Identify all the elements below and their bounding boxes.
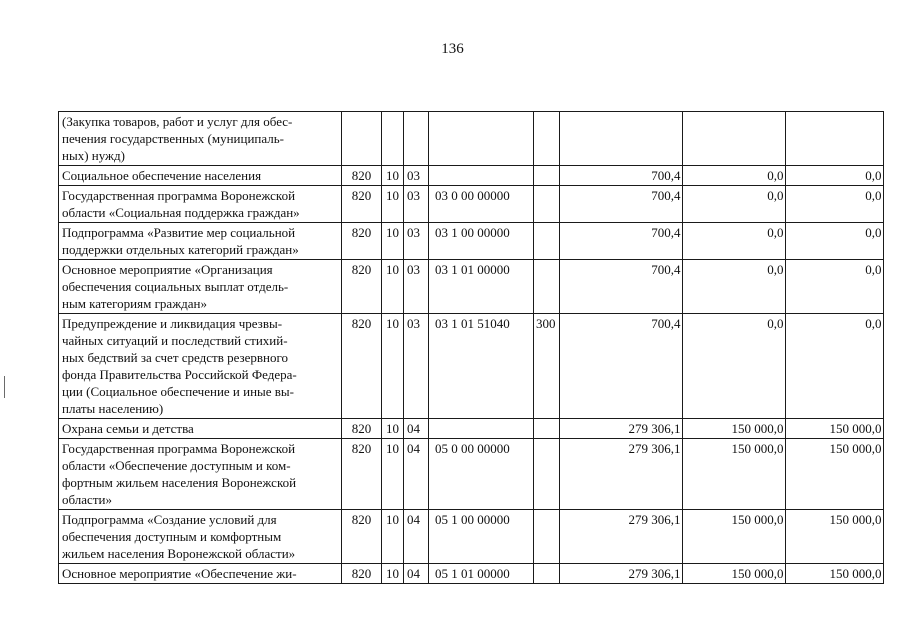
- cell-name-line: области «Социальная поддержка граждан»: [62, 205, 300, 220]
- cell-vr: [534, 223, 560, 260]
- scan-margin-mark: [4, 376, 5, 398]
- cell-pr: 03: [404, 186, 429, 223]
- cell-gr: 820: [342, 314, 382, 419]
- cell-sum-year2: 0,0: [682, 166, 785, 186]
- cell-name-line: Основное мероприятие «Обеспечение жи-: [62, 566, 297, 581]
- cell-rz: 10: [382, 510, 404, 564]
- cell-sum-year3: [785, 112, 883, 166]
- table-row: [59, 112, 884, 166]
- cell-gr: 820: [342, 223, 382, 260]
- cell-name: [59, 510, 342, 564]
- cell-csr: 03 1 00 00000: [429, 223, 534, 260]
- cell-sum-year1: 700,4: [559, 166, 682, 186]
- cell-rz: [382, 112, 404, 166]
- cell-vr: [534, 564, 560, 584]
- cell-name-line: Основное мероприятие «Организация: [62, 262, 273, 277]
- cell-gr: 820: [342, 186, 382, 223]
- cell-csr: [429, 166, 534, 186]
- cell-sum-year3: 150 000,0: [785, 510, 883, 564]
- cell-sum-year3: 150 000,0: [785, 439, 883, 510]
- cell-vr: [534, 510, 560, 564]
- cell-name-line: Предупреждение и ликвидация чрезвы-: [62, 316, 283, 331]
- cell-rz: 10: [382, 564, 404, 584]
- cell-sum-year2: 150 000,0: [682, 439, 785, 510]
- cell-csr: 05 0 00 00000: [429, 439, 534, 510]
- cell-sum-year1: 700,4: [559, 314, 682, 419]
- cell-rz: 10: [382, 223, 404, 260]
- table-row: [59, 564, 884, 584]
- cell-name-line: Подпрограмма «Развитие мер социальной: [62, 225, 296, 240]
- cell-csr: 03 1 01 00000: [429, 260, 534, 314]
- cell-sum-year2: 0,0: [682, 260, 785, 314]
- cell-sum-year3: 0,0: [785, 186, 883, 223]
- cell-sum-year3: 0,0: [785, 314, 883, 419]
- cell-gr: 820: [342, 510, 382, 564]
- cell-name: [59, 260, 342, 314]
- cell-name: [59, 314, 342, 419]
- cell-sum-year2: 0,0: [682, 223, 785, 260]
- cell-rz: 10: [382, 260, 404, 314]
- table-row: [59, 186, 884, 223]
- cell-gr: 820: [342, 439, 382, 510]
- cell-name-line: области»: [62, 492, 112, 507]
- cell-pr: 03: [404, 166, 429, 186]
- cell-rz: 10: [382, 186, 404, 223]
- page-number: 136: [441, 41, 464, 57]
- cell-vr: 300: [534, 314, 560, 419]
- cell-name-line: платы населению): [62, 401, 164, 416]
- table-row: [59, 510, 884, 564]
- cell-name-line: области «Обеспечение доступным и ком-: [62, 458, 291, 473]
- cell-gr: 820: [342, 419, 382, 439]
- cell-pr: 04: [404, 564, 429, 584]
- cell-name: [59, 419, 342, 439]
- cell-rz: 10: [382, 419, 404, 439]
- cell-name-line: ции (Социальное обеспечение и иные вы-: [62, 384, 295, 399]
- cell-name: [59, 439, 342, 510]
- cell-csr: 03 0 00 00000: [429, 186, 534, 223]
- cell-pr: 04: [404, 439, 429, 510]
- cell-name-line: Охрана семьи и детства: [62, 421, 194, 436]
- cell-name-line: обеспечения социальных выплат отдель-: [62, 279, 289, 294]
- cell-gr: 820: [342, 260, 382, 314]
- cell-name: [59, 112, 342, 166]
- cell-sum-year1: 279 306,1: [559, 419, 682, 439]
- cell-name-line: ным категориям граждан»: [62, 296, 208, 311]
- cell-pr: 03: [404, 223, 429, 260]
- budget-table-body: [59, 112, 884, 584]
- cell-csr: [429, 112, 534, 166]
- cell-name-line: ных) нужд): [62, 148, 125, 163]
- table-row: [59, 419, 884, 439]
- cell-vr: [534, 186, 560, 223]
- cell-name-line: фонда Правительства Российской Федера-: [62, 367, 297, 382]
- cell-vr: [534, 260, 560, 314]
- cell-sum-year3: 150 000,0: [785, 564, 883, 584]
- budget-table: [58, 111, 884, 584]
- table-row: [59, 166, 884, 186]
- cell-sum-year3: 0,0: [785, 260, 883, 314]
- cell-rz: 10: [382, 439, 404, 510]
- cell-sum-year2: 150 000,0: [682, 419, 785, 439]
- cell-gr: [342, 112, 382, 166]
- cell-sum-year2: [682, 112, 785, 166]
- cell-name-line: (Закупка товаров, работ и услуг для обес-: [62, 114, 293, 129]
- cell-pr: 04: [404, 510, 429, 564]
- cell-pr: [404, 112, 429, 166]
- cell-csr: 03 1 01 51040: [429, 314, 534, 419]
- cell-name: [59, 564, 342, 584]
- cell-name-line: чайных ситуаций и последствий стихий-: [62, 333, 288, 348]
- cell-sum-year3: 150 000,0: [785, 419, 883, 439]
- cell-name-line: поддержки отдельных категорий граждан»: [62, 242, 299, 257]
- cell-name-line: Подпрограмма «Создание условий для: [62, 512, 277, 527]
- cell-csr: 05 1 00 00000: [429, 510, 534, 564]
- cell-gr: 820: [342, 564, 382, 584]
- cell-vr: [534, 112, 560, 166]
- cell-csr: 05 1 01 00000: [429, 564, 534, 584]
- cell-vr: [534, 439, 560, 510]
- cell-pr: 03: [404, 314, 429, 419]
- table-row: [59, 260, 884, 314]
- cell-pr: 03: [404, 260, 429, 314]
- cell-sum-year3: 0,0: [785, 223, 883, 260]
- cell-name-line: Социальное обеспечение населения: [62, 168, 262, 183]
- cell-name-line: фортным жильем населения Воронежской: [62, 475, 297, 490]
- cell-name-line: жильем населения Воронежской области»: [62, 546, 296, 561]
- cell-vr: [534, 166, 560, 186]
- cell-sum-year1: [559, 112, 682, 166]
- cell-sum-year1: 700,4: [559, 186, 682, 223]
- cell-rz: 10: [382, 314, 404, 419]
- cell-sum-year2: 0,0: [682, 186, 785, 223]
- cell-sum-year1: 700,4: [559, 260, 682, 314]
- cell-sum-year1: 279 306,1: [559, 439, 682, 510]
- cell-sum-year1: 279 306,1: [559, 510, 682, 564]
- cell-name-line: печения государственных (муниципаль-: [62, 131, 285, 146]
- cell-name: [59, 186, 342, 223]
- cell-pr: 04: [404, 419, 429, 439]
- cell-name-line: обеспечения доступным и комфортным: [62, 529, 282, 544]
- table-row: [59, 223, 884, 260]
- cell-csr: [429, 419, 534, 439]
- cell-sum-year1: 700,4: [559, 223, 682, 260]
- cell-name: [59, 223, 342, 260]
- cell-sum-year1: 279 306,1: [559, 564, 682, 584]
- cell-name-line: Государственная программа Воронежской: [62, 441, 296, 456]
- table-row: [59, 439, 884, 510]
- cell-vr: [534, 419, 560, 439]
- cell-sum-year2: 0,0: [682, 314, 785, 419]
- table-row: [59, 314, 884, 419]
- cell-name-line: ных бедствий за счет средств резервного: [62, 350, 289, 365]
- cell-name-line: Государственная программа Воронежской: [62, 188, 296, 203]
- cell-sum-year2: 150 000,0: [682, 564, 785, 584]
- cell-gr: 820: [342, 166, 382, 186]
- cell-name: [59, 166, 342, 186]
- cell-rz: 10: [382, 166, 404, 186]
- cell-sum-year3: 0,0: [785, 166, 883, 186]
- cell-sum-year2: 150 000,0: [682, 510, 785, 564]
